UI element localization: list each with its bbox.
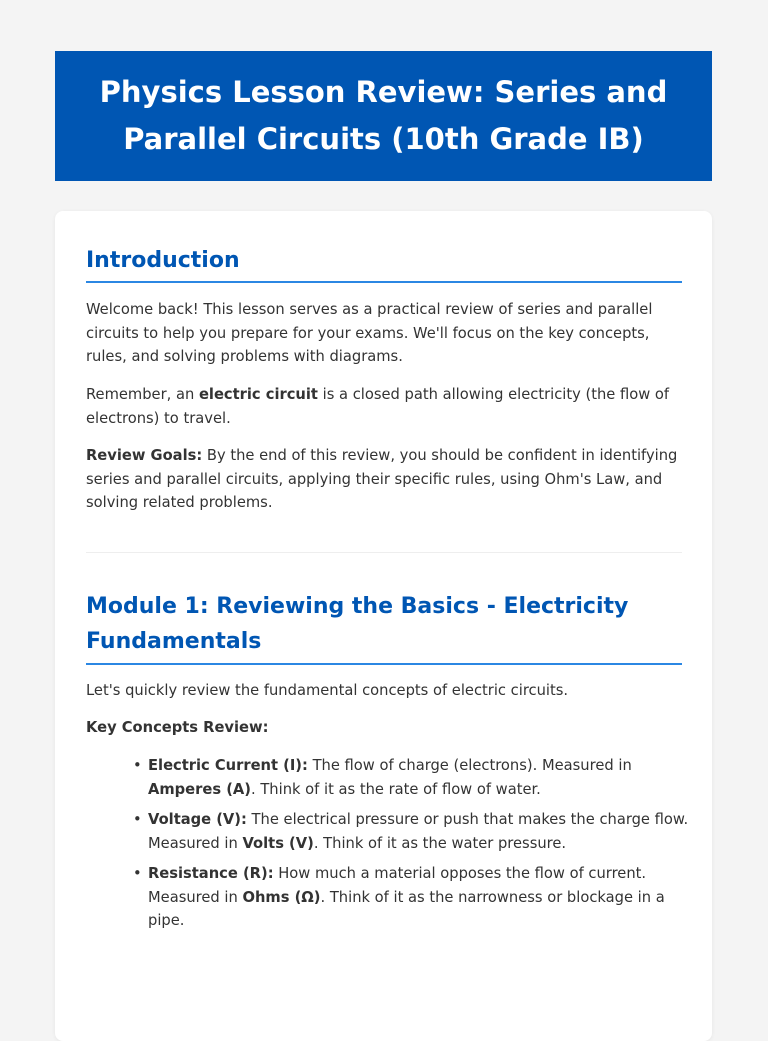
term: Electric Current (I):	[148, 757, 308, 774]
unit: Volts (V)	[242, 834, 314, 852]
review-goals-paragraph	[86, 444, 682, 515]
welcome-paragraph: Welcome back! This lesson serves as a practical review of series and parallel circuits to help you prepare for your exams. We'll focus on the key concepts, rules, and solving problems with diagrams.	[86, 301, 653, 365]
bullet-glyph: •	[133, 757, 142, 774]
analogy-text: . Think of it as the narrowness or blockage in a pipe.	[148, 888, 665, 929]
list-item-voltage	[133, 808, 704, 855]
key-concepts-label	[86, 716, 682, 740]
analogy-text: . Think of it as the rate of flow of water.	[251, 780, 541, 798]
definition-text: How much a material opposes the flow of current. Measured in	[148, 865, 647, 906]
remember-paragraph	[86, 383, 682, 430]
definition-text: The flow of charge (electrons). Measured in	[307, 757, 632, 774]
analogy-text: . Think of it as the water pressure.	[313, 834, 567, 852]
bullet-glyph: •	[133, 811, 142, 828]
term: Voltage (V):	[148, 811, 247, 828]
page-title: Physics Lesson Review: Series and Parallel Circuits (10th Grade IB)	[99, 75, 668, 156]
definition-text: The electrical pressure or push that makes the charge flow. Measured in	[148, 811, 689, 852]
review-goals-label: Review Goals:	[86, 447, 203, 464]
term: Resistance (R):	[148, 865, 274, 882]
bullet-glyph: •	[133, 865, 142, 882]
list-item-current	[133, 754, 704, 801]
unit: Amperes (A)	[148, 780, 251, 798]
remember-prefix: Remember, an	[86, 386, 199, 403]
introduction-heading: Introduction	[86, 246, 682, 283]
remember-suffix: is a closed path allowing electricity (the flow of electrons) to travel.	[86, 386, 670, 427]
list-item-resistance	[133, 862, 704, 933]
section-divider	[86, 552, 682, 553]
module1-heading: Module 1: Reviewing the Basics - Electricity Fundamentals	[86, 589, 682, 665]
key-concepts-label-text: Key Concepts Review:	[86, 719, 269, 736]
review-goals-text: By the end of this review, you should be confident in identifying series and parallel circuits, applying their specific rules, using Ohm's Law, and solving related problems.	[86, 447, 678, 511]
module1-intro: Let's quickly review the fundamental concepts of electric circuits.	[86, 682, 569, 699]
unit: Ohms (Ω)	[242, 888, 321, 906]
page-header	[55, 51, 712, 181]
electric-circuit-term: electric circuit	[198, 386, 318, 403]
key-concepts-list	[126, 754, 704, 940]
lesson-card	[55, 211, 712, 1041]
